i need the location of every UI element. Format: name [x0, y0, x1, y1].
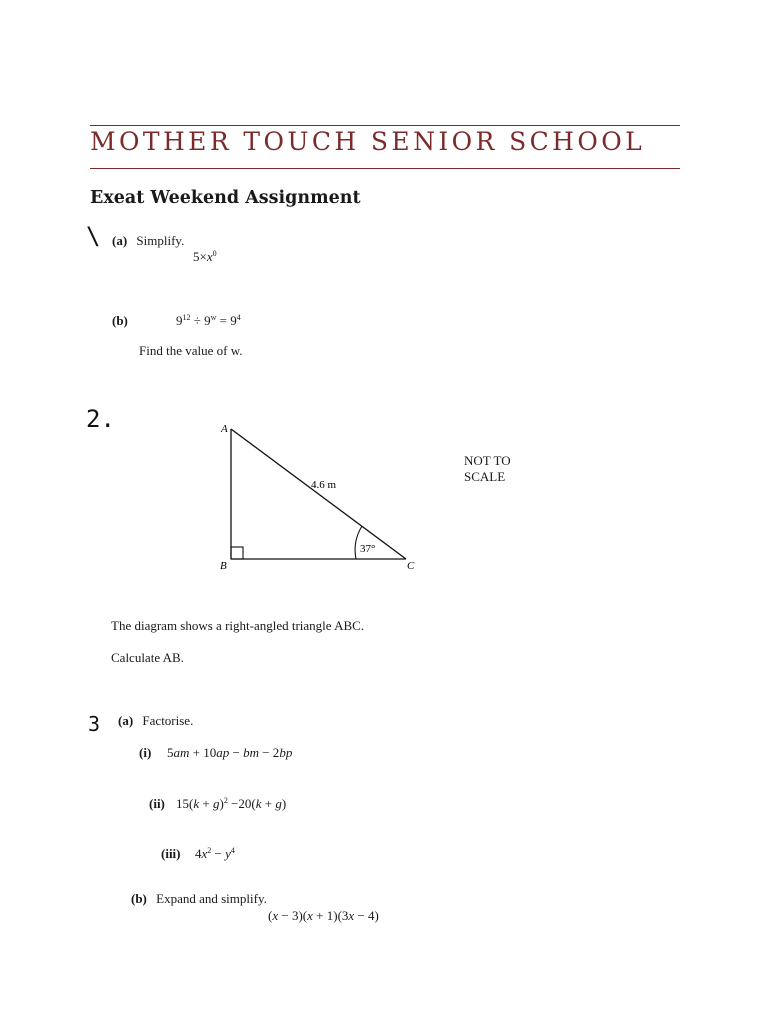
hypotenuse-length-label: 4.6 m: [311, 479, 337, 491]
q1a-expression: $5\times x^0$: [193, 249, 217, 264]
header-top-rule: [90, 125, 680, 126]
q1a-label: (a): [112, 233, 128, 248]
note-line-2: SCALE: [464, 469, 506, 484]
q3a-iii-label: (iii): [161, 846, 181, 861]
side-ac: [231, 429, 406, 559]
question-2-number: 2.: [86, 405, 115, 433]
q1b-instruction: Find the value of w.: [139, 343, 243, 358]
question-1-number: \: [86, 222, 101, 250]
not-to-scale-note: [464, 453, 511, 485]
q3a-i-expression: 5am + 10ap − bm − 2bp: [167, 745, 293, 760]
q3a-i-label: (i): [139, 745, 152, 760]
vertex-a-label: A: [221, 423, 228, 435]
right-triangle-diagram: [210, 415, 440, 575]
q1b-equation: $9^{12} \div 9^w = 9^4$: [176, 313, 241, 328]
school-name: MOTHER TOUCH SENIOR SCHOOL: [90, 127, 646, 156]
note-line-1: NOT TO: [464, 453, 511, 468]
q3a-ii-expression: $15(k + g)^2 -20(k + g)$: [176, 796, 287, 811]
q1a-text: Simplify.: [136, 233, 185, 248]
vertex-b-label: B: [220, 560, 227, 572]
q3a-ii-label: (ii): [149, 796, 165, 811]
angle-c-label: 37°: [360, 543, 376, 555]
header-bottom-rule: [90, 168, 680, 169]
vertex-c-label: C: [407, 560, 415, 572]
q3a-iii-expression: $4x^2 - y^4$: [195, 846, 235, 861]
q1b-label: (b): [112, 313, 128, 328]
q3b-text: Expand and simplify.: [156, 891, 267, 906]
q2-description: The diagram shows a right-angled triangle ABC.: [111, 618, 365, 633]
q3a-part: [118, 713, 193, 729]
q3b-part: [131, 891, 267, 907]
q3b-expression: (x − 3)(x + 1)(3x − 4): [268, 908, 379, 923]
q3a-text: Factorise.: [142, 713, 194, 728]
q3b-label: (b): [131, 891, 147, 906]
question-3-number: 3: [88, 712, 101, 736]
assignment-title: Exeat Weekend Assignment: [90, 188, 361, 208]
q1a-part: [112, 233, 184, 249]
right-angle-marker: [231, 547, 243, 559]
q3a-label: (a): [118, 713, 134, 728]
q2-instruction: Calculate AB.: [111, 650, 184, 665]
